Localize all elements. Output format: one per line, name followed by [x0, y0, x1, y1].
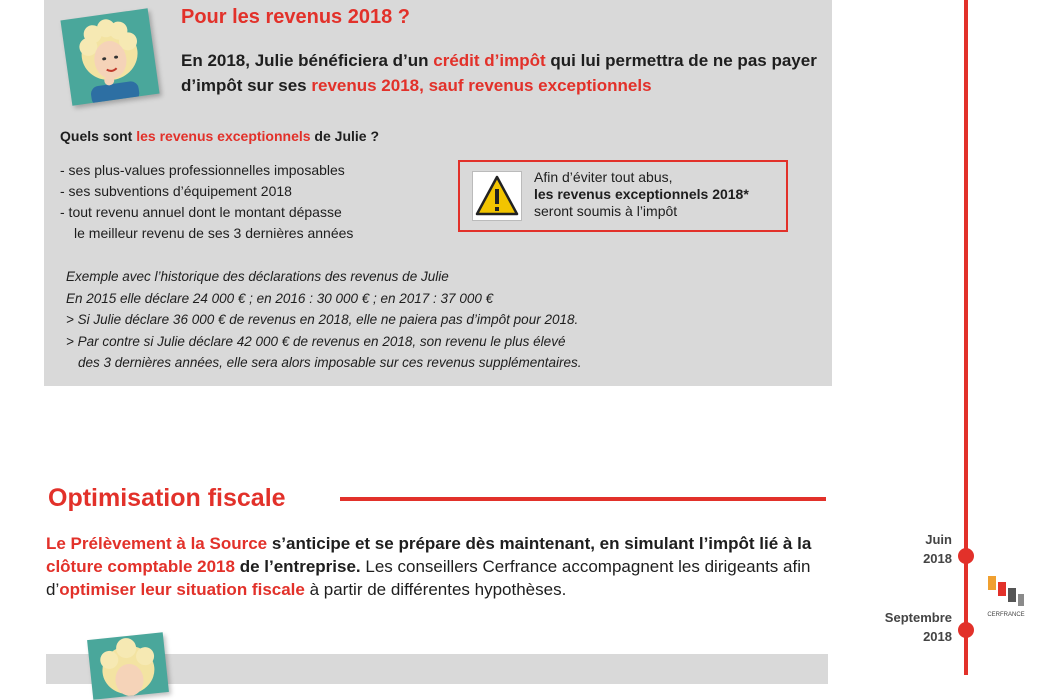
question-part: Quels sont	[60, 128, 137, 144]
example-block	[66, 266, 582, 374]
warning-line-bold: les revenus exceptionnels 2018*	[534, 186, 749, 202]
example-line: > Par contre si Julie déclare 42 000 € de revenus en 2018, son revenu le plus élevé	[66, 333, 566, 349]
section-body	[46, 532, 826, 601]
timeline-year: 2018	[923, 551, 952, 566]
example-line: Exemple avec l’historique des déclarations des revenus de Julie	[66, 269, 449, 284]
body-highlight: Le Prélèvement à la Source	[46, 534, 268, 553]
timeline-year: 2018	[923, 629, 952, 644]
timeline-label-septembre	[885, 608, 952, 646]
panel-title: Pour les revenus 2018 ?	[181, 6, 411, 28]
warning-text	[534, 169, 749, 220]
timeline-month: Juin	[925, 532, 952, 547]
body-highlight: optimiser leur situation fiscale	[59, 580, 305, 599]
question-highlight: les revenus exceptionnels	[136, 128, 311, 144]
body-bold: de l’entreprise.	[234, 557, 361, 576]
question-heading	[60, 128, 379, 144]
list-item: le meilleur revenu de ses 3 dernières années	[74, 225, 354, 241]
avatar-julie	[60, 8, 159, 105]
avatar-julie-bottom	[87, 632, 169, 700]
warning-callout	[458, 160, 788, 232]
list-item: - ses plus-values professionnelles imposables	[60, 162, 345, 178]
question-part: de Julie ?	[310, 128, 380, 144]
body-text: à partir de différentes hypothèses.	[304, 580, 567, 599]
section-divider	[340, 497, 826, 501]
cerfrance-logo	[984, 572, 1028, 622]
intro-text-part: qui lui permettra de ne pas payer d’impôt sur ses	[181, 51, 817, 95]
timeline-line	[964, 0, 968, 675]
timeline-label-juin	[923, 530, 952, 568]
intro-text-part: En 2018, Julie bénéficiera d’un	[181, 51, 434, 70]
example-line: des 3 dernières années, elle sera alors imposable sur ces revenus supplémentaires.	[78, 355, 582, 370]
list-item: - ses subventions d’équipement 2018	[60, 183, 292, 199]
intro-highlight-credit: crédit d’impôt	[433, 51, 546, 70]
example-line: > Si Julie déclare 36 000 € de revenus en 2018, elle ne paiera pas d’impôt pour 2018.	[66, 312, 579, 327]
bullet-list	[60, 160, 450, 244]
timeline-month: Septembre	[884, 610, 952, 625]
example-line: En 2015 elle déclare 24 000 € ; en 2016 : 30 000 € ; en 2017 : 37 000 €	[66, 290, 494, 306]
body-bold: s’anticipe et se prépare dès maintenant, en simulant l’impôt lié à la	[267, 534, 812, 553]
intro-text	[181, 48, 821, 98]
body-text: Les conseillers Cerfrance accompagnent les dirigeants afin d’	[46, 557, 811, 599]
warning-triangle-icon	[472, 171, 522, 221]
timeline-dot	[958, 548, 974, 564]
intro-highlight-revenus: revenus 2018, sauf revenus exceptionnels	[311, 76, 652, 95]
section-title: Optimisation fiscale	[48, 484, 286, 512]
warning-line: seront soumis à l’impôt	[534, 203, 678, 219]
logo-text: CERFRANCE	[987, 612, 1025, 618]
warning-line: Afin d’éviter tout abus,	[534, 169, 673, 185]
timeline-dot	[958, 622, 974, 638]
body-highlight: clôture comptable 2018	[46, 557, 235, 576]
list-item: - tout revenu annuel dont le montant dépasse	[60, 204, 342, 220]
